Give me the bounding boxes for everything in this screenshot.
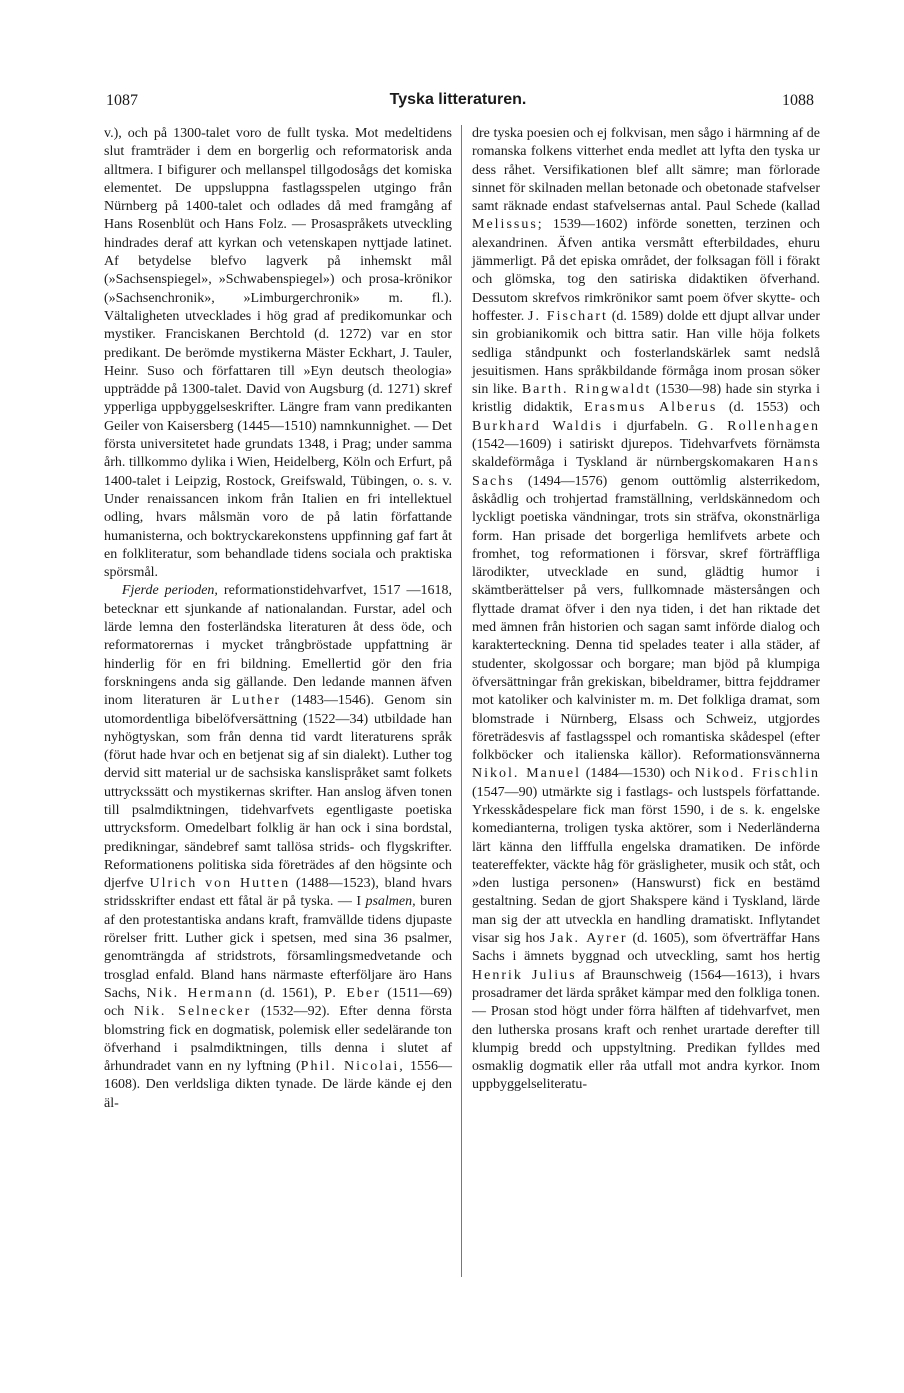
- paragraph: v.), och på 1300-talet voro de fullt tyska. Mot medeltidens slut framträder i dem en borgerlig och reformatorisk anda alltmera. I bifigurer och mellanspel tillgodosågs det komiska elementet. De uppsluppna fastlagsspelen utgingo från Nürnberg på 1400-talet och odlades då med framgång af Hans Rosenblüt och Hans Folz. — Prosaspråkets utveckling hindrades deraf att kyrkan och vetenskapen nyttjade latinet. Af betydelse blefvo lagverk på inhemskt mål (»Sachsenspiegel», »Schwabenspiegel») och prosa-krönikor (»Sachsenchronik», »Limburgerchronik» m. fl.). Vältaligheten utvecklades i hög grad af predikomunkar och mystiker. Franciskanen Berchtold (d. 1272) var en stor predikant. De berömde mystikerna Mäster Eckhart, J. Tauler, Heinr. Suso och författaren till »Eyn deutsch theologia» uppträdde på 1300-talet. David von Augsburg (d. 1271) skref ypperliga uppbyggelseskrifter. Längre fram vann predikanten Geiler von Kaisersberg (1445—1510) namnkunnighet. — Det första universitetet hade grundats 1348, i Prag; under samma årh. tillkommo dylika i Wien, Heidelberg, Köln och Erfurt, på 1400-talet i Leipzig, Rostock, Greifswald, Tübingen, o. s. v. Under renaissancen inkom från Italien en fri intellektuel odling, hvars målsmän voro de på latin författande humanisterna, och boktryckarekonstens uppfinning gaf fart åt en folkliteratur, som behandlade tidens sociala och praktiska spörsmål.: [104, 126, 452, 581]
- page-title: Tyska litteraturen.: [389, 91, 527, 108]
- emphasis: psalmen,: [365, 894, 416, 910]
- right-column: [472, 125, 820, 1095]
- person-name: Henrik Julius: [472, 967, 577, 983]
- person-name: Ulrich von Hutten: [149, 876, 291, 892]
- person-name: Burkhard Waldis: [472, 418, 604, 434]
- person-name: Melissus;: [472, 217, 544, 233]
- page-number-left: 1087: [106, 92, 138, 109]
- person-name: J. Fischart: [528, 308, 608, 324]
- paragraph-fourth-period: Fjerde perioden, reformationstidehvarfvet, 1517 —1618, betecknar ett sjunkande af nationalandan. Furstar, adel och lärde lemna den fosterländska literaturen åt dess öde, och reformatorernas i mycket trångbröstade uppfattning är hinderlig för en fri bildning. Emellertid gör den fria forskningens anda sig gällande. Den ledande mannen äfven inom literaturen är Luther (1483—1546). Genom sin utomordentliga bibelöfversättning (1522—34) utbildade han nyhögtyskan, som från denna tid vardt literaturens språk (förut hade hvar och en betjenat sig af sin dialekt). Luther tog dervid sitt material ur de sachsiska kanslispråket samt folkets uttryckssätt och mystikernas skrifter. Han anslog äfven tonen till psalmdiktningen, tidehvarfvets egentligaste poetiska uttrycksform. Omedelbart folklig är han ock i sina bordstal, predikningar, sändebref samt tallösa strids- och flygskrifter. Reformationens politiska sida företrädes af den högsinte och djerfve Ulrich von Hutten (1488—1523), bland hvars stridsskrifter endast ett fåtal är på tyska. — I psalmen, buren af den protestantiska andans kraft, framvällde tidens djupaste rörelser fritt. Luther gick i spetsen, med sina 36 psalmer, genomträngda af stridstrots, församlingsmedvetande och trosglad enfald. Bland hans närmaste efterföljare äro Hans Sachs, Nik. Hermann (d. 1561), P. Eber (1511—69) och Nik. Selnecker (1532—92). Efter denna första blomstring fick en dogmatisk, polemisk eller sedelärande ton öfverhand i psalmdiktningen, tills denna i slutet af århundradet vann en ny lyftning (Phil. Nicolai, 1556—1608). Den verldsliga dikten tynade. De lärde kände ej den äl-: [104, 583, 453, 1111]
- person-name: Nikol. Manuel: [472, 766, 581, 782]
- person-name: Jak. Ayrer: [549, 931, 628, 947]
- person-name: Nik. Selnecker: [133, 1004, 252, 1020]
- paragraph: dre tyska poesien och ej folkvisan, men sågo i härmning af de romanska folkens vitterhet enda medlet att lyfta den tyska ur dess råhet. Versifikationen blef allt sämre; man förlorade sinnet för skilnaden mellan betonade och obetonade stafvelser samt räknade endast stafvelsernas antal. Paul Schede (kallad Melissus; 1539—1602) införde sonetten, terzinen och alexandrinen. Äfven antika versmått efterbildades, ehuru jämmerligt. På det episka området, der folksagan föll i förakt och glömska, tog den satiriska didaktiken öfverhand. Dessutom skrefvos rimkrönikor samt poem öfver skytte- och hoffester. J. Fischart (d. 1589) dolde ett djupt allvar under sin grobianikomik och bittra satir. Han ville höja folkets sedliga ståndpunkt och fosterlandskärlek samt nedslå jesuitismen. Hans språkbildande förmåga inom prosan söker sin like. Barth. Ringwaldt (1530—98) hade sin styrka i kristlig didaktik, Erasmus Alberus (d. 1553) och Burkhard Waldis i djurfabeln. G. Rollenhagen (1542—1609) i satiriskt djurepos. Tidehvarfvets förnämsta skaldeförmåga i Tyskland är nürnbergskomakaren Hans Sachs (1494—1576) genom outtömlig alsterrikedom, åskådlig och trohjertad framställning, verldskännedom och lyckligt poetiska vändningar, trots sin sträfva, okonstnärliga form. Han prisade det borgerliga hemlifvets arbete och fromhet, tog reformationen i försvar, skref förträffliga lärodikter, utvecklade en sund, glädtig humor i skämtberättelser på vers, fullkomnade mästersången och flyttade dramat öfver i den nya tiden, i det han riktade det med ämnen från historien och sagan samt införde dialog och karakterteckning. Denna tid spelades teater i alla städer, af studenter, skolgossar och borgare; man bjöd på klumpiga öfversättningar från grekiskan, bibeldramer, bittra fejddramer mot katoliker och kalvinister m. m. Det folkliga dramat, som blomstrade i Nürnberg, Elsass och Schweiz, utgjordes företrädesvis af fastlagsspel och romantiska skådespel (efter folkböcker och italienska källor). Reformationsvännerna Nikol. Manuel (1484—1530) och Nikod. Frischlin (1547—90) utmärkte sig i fastlags- och lustspels författande. Yrkesskådespelare fick man först 1590, i de s. k. engelske komedianterna, troligen tyska aktörer, som i Nederländerna lärt känna den lifffulla engelska dramatiken. De införde teatereffekter, väckte håg för gräsligheter, musik och ståt, och »den lustiga personen» (Hanswurst) fick en bestämd gestaltning. Sedan de gjort Shakspere känd i Tyskland, lärde man sig der att utveckla en handling dramatiskt. Inflytandet visar sig hos Jak. Ayrer (d. 1605), som öfverträffar Hans Sachs i ämnets byggnad och utveckling, samt hos hertig Henrik Julius af Braunschweig (1564—1613), i hvars prosadramer det lärda språket kämpar med den folkliga tonen. — Prosan stod högt under förra hälften af tidehvarfvet, men den lutherska prosans kraft och renhet urartade derefter till klumpig bredd och uppstyltning. Predikan fylldes med osmaklig dogmatik eller råa utfall mot andra kyrkor. Inom uppbyggelseliteratu-: [472, 126, 821, 1093]
- person-name: Nik. Hermann: [146, 985, 254, 1001]
- column-divider: [461, 125, 462, 1277]
- section-heading: Fjerde perioden,: [121, 583, 218, 599]
- person-name: G. Rollenhagen: [697, 418, 820, 434]
- person-name: Hans Sachs: [472, 455, 820, 489]
- person-name: Phil. Nicolai,: [300, 1059, 405, 1075]
- page-number-right: 1088: [782, 92, 814, 109]
- person-name: P. Eber: [324, 985, 381, 1001]
- person-name: Nikod. Frischlin: [694, 766, 821, 782]
- running-header: [96, 86, 820, 116]
- left-column: [104, 125, 452, 1113]
- person-name: Barth. Ringwaldt: [521, 382, 652, 398]
- person-name: Luther: [231, 693, 282, 709]
- person-name: Erasmus Alberus: [584, 400, 718, 416]
